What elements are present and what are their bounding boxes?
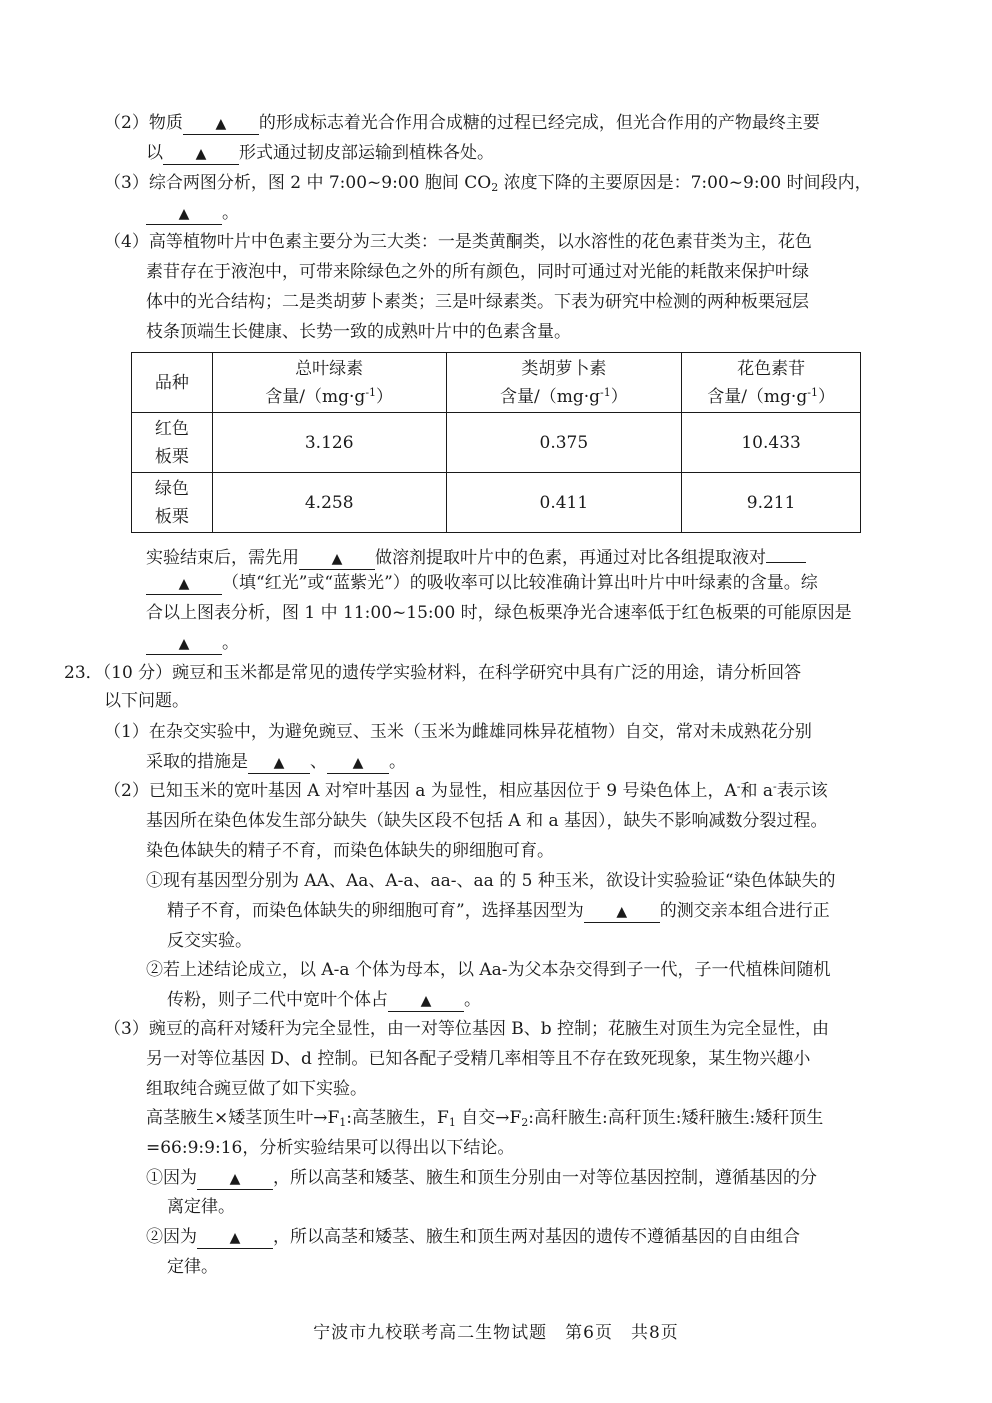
value-cell: 3.126: [212, 413, 446, 473]
answer-blank[interactable]: [584, 902, 660, 923]
q23-2-line3: 染色体缺失的精子不育，而染色体缺失的卵细胞可育。: [146, 841, 554, 861]
header-total-chlorophyll: 总叶绿素 含量$/(mg\cdot g^{-1})$: [212, 353, 446, 413]
q23-2-line1: （2）已知玉米的宽叶基因 A 对窄叶基因 a 为显性，相应基因位于 9 号染色体上，A-和 a-表示该: [104, 780, 828, 801]
q23-3-c2-line2: 定律。: [167, 1257, 218, 1277]
answer-blank[interactable]: [146, 204, 222, 225]
page-footer: 宁波市九校联考高二生物试题 第6页 共8页: [313, 1323, 679, 1343]
q23-2-sub2-line1: ②若上述结论成立，以 A-a 个体为母本，以 Aa-为父本杂交得到子一代，子一代植株间随机: [146, 960, 831, 980]
q23-3-line2: 另一对等位基因 D、d 控制。已知各配子受精几率相等且不存在致死现象，某生物兴趣小: [146, 1049, 811, 1069]
triangle-icon: ▲: [331, 551, 343, 567]
triangle-icon: ▲: [195, 146, 207, 162]
header-anthocyanin: 花色素苷 含量$/(mg\cdot g^{-1})$: [682, 353, 861, 413]
answer-blank[interactable]: [146, 634, 222, 655]
triangle-icon: ▲: [352, 755, 364, 771]
q23-2-sub2-line2: 传粉，则子二代中宽叶个体占 ▲ 。: [167, 990, 481, 1010]
q22-4-after-line1: 实验结束后，需先用 ▲ 做溶剂提取叶片中的色素，再通过对比各组提取液对: [146, 542, 806, 570]
triangle-icon: ▲: [229, 1230, 241, 1246]
table-row: [132, 413, 861, 473]
q23-stem-line2: 以下问题。: [104, 691, 189, 711]
table-header-row: [132, 353, 861, 413]
q22-2-line1: （2）物质 ▲ 的形成标志着光合作用合成糖的过程已经完成，但光合作用的产物最终主要: [104, 113, 820, 133]
q23-1-line1: （1）在杂交实验中，为避免豌豆、玉米（玉米为雌雄同株异花植物）自交，常对未成熟花分别: [104, 722, 812, 742]
answer-blank[interactable]: [146, 574, 222, 595]
q22-4-after-line2: ▲ （填“红光”或“蓝紫光”）的吸收率可以比较准确计算出叶片中叶绿素的含量。综: [146, 572, 818, 595]
q22-3-line2: ▲ 。: [146, 202, 239, 225]
variety-cell: 红色 板栗: [132, 413, 213, 473]
q23-3-line4: 高茎腋生×矮茎顶生叶$\to F_1$:高茎腋生，$F_1$ 自交$\to F_2$:高秆腋生:高秆顶生:矮秆腋生:矮秆顶生: [146, 1108, 824, 1129]
variety-cell: 绿色 板栗: [132, 473, 213, 533]
answer-blank[interactable]: [248, 753, 310, 774]
q22-4-line3: 体中的光合结构；二是类胡萝卜素类；三是叶绿素类。下表为研究中检测的两种板栗冠层: [146, 292, 809, 312]
q23-3-c1-line1: ①因为 ▲ ，所以高茎和矮茎、腋生和顶生分别由一对等位基因控制，遵循基因的分: [146, 1168, 817, 1188]
q23-3-line5: =66:9:9:16，分析实验结果可以得出以下结论。: [146, 1138, 515, 1158]
answer-blank[interactable]: [197, 1169, 273, 1190]
triangle-icon: ▲: [178, 576, 190, 592]
q22-2-line2: 以 ▲ 形式通过韧皮部运输到植株各处。: [146, 143, 494, 163]
triangle-icon: ▲: [616, 904, 628, 920]
pigment-table: [131, 352, 861, 533]
answer-blank[interactable]: [183, 114, 259, 135]
q22-4-line2: 素苷存在于液泡中，可带来除绿色之外的所有颜色，同时可通过对光能的耗散来保护叶绿: [146, 262, 809, 282]
q22-4-after-line4: ▲ 。: [146, 632, 239, 655]
triangle-icon: ▲: [420, 993, 432, 1009]
triangle-icon: ▲: [178, 636, 190, 652]
q23-1-line2: 采取的措施是 ▲ 、 ▲ 。: [146, 752, 406, 772]
value-cell: 10.433: [682, 413, 861, 473]
value-cell: 0.411: [446, 473, 682, 533]
value-cell: 4.258: [212, 473, 446, 533]
q23-stem-line1: 23．（10 分）豌豆和玉米都是常见的遗传学实验材料，在科学研究中具有广泛的用途，请分析回答: [64, 663, 802, 683]
q22-4-after-line3: 合以上图表分析，图 1 中 11:00~15:00 时，绿色板栗净光合速率低于红色板栗的可能原因是: [146, 603, 852, 623]
q23-2-sub1-line3: 反交实验。: [167, 931, 252, 951]
q22-4-line1: （4）高等植物叶片中色素主要分为三大类：一是类黄酮类，以水溶性的花色素苷类为主，花色: [104, 232, 812, 252]
q23-3-line3: 组取纯合豌豆做了如下实验。: [146, 1079, 367, 1099]
answer-blank[interactable]: [388, 991, 464, 1012]
value-cell: 0.375: [446, 413, 682, 473]
q23-3-c2-line1: ②因为 ▲ ，所以高茎和矮茎、腋生和顶生两对基因的遗传不遵循基因的自由组合: [146, 1227, 800, 1247]
table-row: [132, 473, 861, 533]
value-cell: 9.211: [682, 473, 861, 533]
q23-2-sub1-line1: ①现有基因型分别为 AA、Aa、A-a、aa-、aa 的 5 种玉米，欲设计实验验证“染色体缺失的: [146, 871, 836, 891]
q23-3-line1: （3）豌豆的高秆对矮秆为完全显性，由一对等位基因 B、b 控制；花腋生对顶生为完全显性，由: [104, 1019, 829, 1039]
triangle-icon: ▲: [178, 206, 190, 222]
q23-2-sub1-line2: 精子不育，而染色体缺失的卵细胞可育”，选择基因型为 ▲ 的测交亲本组合进行正: [167, 901, 830, 921]
triangle-icon: ▲: [229, 1171, 241, 1187]
answer-blank[interactable]: [197, 1228, 273, 1249]
answer-blank[interactable]: [299, 549, 375, 570]
answer-blank[interactable]: [163, 144, 239, 165]
q23-2-line2: 基因所在染色体发生部分缺失（缺失区段不包括 A 和 a 基因），缺失不影响减数分裂过程。: [146, 811, 828, 831]
answer-blank[interactable]: [327, 753, 389, 774]
triangle-icon: ▲: [273, 755, 285, 771]
header-variety: 品种: [132, 353, 213, 413]
q23-3-c1-line2: 离定律。: [167, 1197, 235, 1217]
q22-3-line1: （3）综合两图分析，图 2 中 7:00~9:00 胞间 $CO_2$ 浓度下降的主要原因是：7:00~9:00 时间段内，: [104, 173, 872, 194]
q22-4-line4: 枝条顶端生长健康、长势一致的成熟叶片中的色素含量。: [146, 322, 571, 342]
triangle-icon: ▲: [215, 116, 227, 132]
answer-blank[interactable]: [766, 542, 806, 563]
header-carotenoid: 类胡萝卜素 含量$/(mg\cdot g^{-1})$: [446, 353, 682, 413]
